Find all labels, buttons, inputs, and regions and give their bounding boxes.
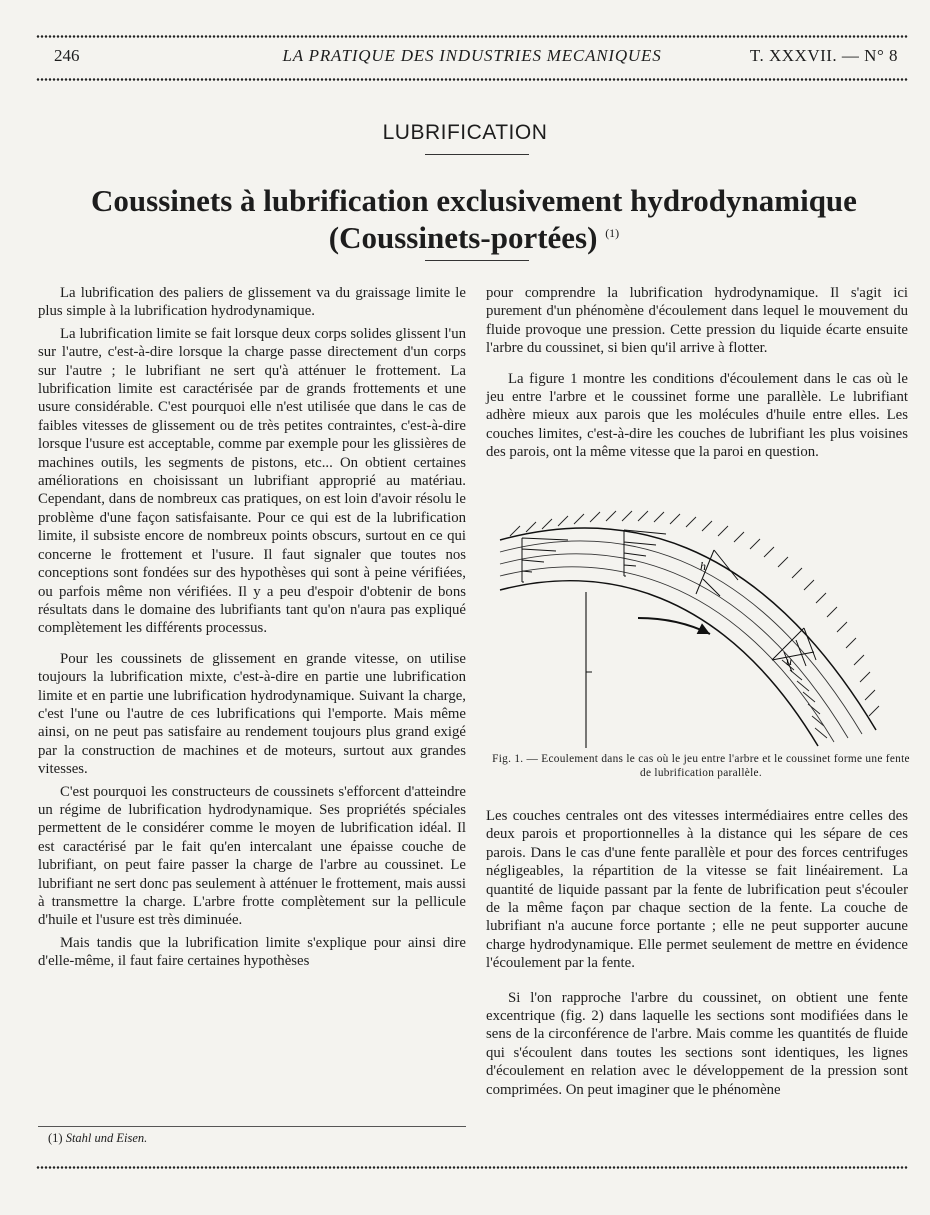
article-title <box>0 182 930 256</box>
paragraph: La lubrification des paliers de glissement va du graissage limite le plus simple à la lubrification hydrodynamique. <box>38 285 466 320</box>
figure-caption: Fig. 1. — Ecoulement dans le cas où le jeu entre l'arbre et le coussinet forme une fente de lubrification parallèle. <box>492 753 910 779</box>
flow-line <box>500 567 834 742</box>
shaft-hatching <box>782 660 827 738</box>
title-underline <box>425 260 529 261</box>
right-column-bottom <box>486 807 908 1099</box>
footnote-marker: (1) <box>48 1131 63 1145</box>
title-line-2-text: (Coussinets-portées) <box>328 220 598 255</box>
left-column <box>38 284 466 971</box>
paragraph: La figure 1 montre les conditions d'écoulement dans le cas où le jeu entre l'arbre et le coussinet forme une parallèle. Le lubrifiant adhère mieux aux parois que les molécules d'huile entre elles. Les couches limites, c'est-à-dire les couches de lubrifiant les plus voisines des parois, ont la même vitesse que la paroi en question. <box>486 370 908 461</box>
paragraph: Si l'on rapproche l'arbre du coussinet, on obtient une fente excentrique (fig. 2) dans laquelle les sections sont modifiées dans le sens de la circonférence de l'arbre. Mais comme les quantités de fluide qui s'écoulent dans toutes les sections sont identiques, les lignes d'écoulement en relation avec le développement de la pression sont comprimées. On peut imaginer que le phénomène <box>486 989 908 1098</box>
title-line-1: Coussinets à lubrification exclusivement hydrodynamique <box>91 183 857 218</box>
bottom-dotted-rule <box>36 1165 908 1170</box>
title-note-marker: (1) <box>605 226 620 240</box>
paragraph: C'est pourquoi les constructeurs de coussinets s'efforcent d'atteindre un régime de lubrification hydrodynamique. Ses propriétés spéciales permettent de le considérer comme le moyen de lubrification idéal. Il est caractérisé par le fait qu'en intercalant une épaisse couche de lubrifiant, on peut faire passer la charge de l'arbre au coussinet. Le lubrifiant ne sert donc pas seulement à atténuer le frottement, mais aussi à transmettre la charge. L'arbre frotte complètement sur la pellicule d'huile et l'usure est très diminuée. <box>38 783 466 929</box>
title-line-2 <box>0 219 930 256</box>
section-underline <box>425 154 529 155</box>
rotation-arrow <box>638 618 710 634</box>
volume-number: T. XXXVII. — N° 8 <box>749 46 898 65</box>
header-dotted-rule <box>36 77 908 82</box>
paragraph: Les couches centrales ont des vitesses intermédiaires entre celles des deux parois et proportionnelles à la distance qui les sépare de ces parois. Dans le cas d'une fente parallèle et pour des forces centrifuges négligeables, la répartition de la vitesse se fait linéairement. La quantité de liquide passant par la fente de lubrification peut s'écouler de la même façon par chaque section de la fente. La couche de lubrifiant n'a aucune force portante ; elle ne peut supporter aucune charge hydrodynamique. Elle permet seulement de mettre en évidence l'écoulement par la fente. <box>486 808 908 972</box>
right-column-top <box>486 284 908 462</box>
paragraph: pour comprendre la lubrification hydrodynamique. Il s'agit ici purement d'un phénomène d'écoulement dans lequel le mouvement du fluide provoque une pression. Cette pression du liquide écarte ensuite l'arbre du coussinet, si bien qu'il arrive à flotter. <box>486 285 908 357</box>
paragraph: Mais tandis que la lubrification limite s'explique pour ainsi dire d'elle-même, il faut faire certaines hypothèses <box>38 934 466 970</box>
footnote-rule <box>38 1126 466 1127</box>
figure-1-diagram <box>496 510 908 748</box>
journal-title: LA PRATIQUE DES INDUSTRIES MECANIQUES <box>282 46 662 65</box>
running-head <box>36 46 908 68</box>
shaft-wall <box>500 581 818 746</box>
paragraph: Pour les coussinets de glissement en grande vitesse, on utilise toujours la lubrification mixte, c'est-à-dire en partie une lubrification limite et en partie une lubrification hydrodynamique. Suivant la charge, c'est l'une ou l'autre de ces lubrifications qui l'emporte. Mais même ainsi, on ne peut pas satisfaire au rendement toujours plus grand exigé par la construction de machines et de moteurs, surtout aux grandes vitesses. <box>38 650 466 778</box>
label-u: u <box>786 654 792 668</box>
page-number: 246 <box>54 46 80 65</box>
paragraph: La lubrification limite se fait lorsque deux corps solides glissent l'un sur l'autre, c'est-à-dire lorsque la charge passe directement d'un corps sur l'autre ; le lubrifiant ne sert qu'à atténuer le frottement. La lubrification limite est caractérisée par de grands frottements et une usure considérable. C'est pourquoi elle n'est utilisée que dans le cas de faibles vitesses de glissement ou de très petites contraintes, c'est-à-dire lorsque l'usure est acceptable, comme par exemple pour les glissières de machines outils, les segments de pistons, etc... On obtient certaines améliorations en choisissant un lubrifiant approprié au matériau. Cependant, dans de nombreux cas pratiques, on est loin d'avoir résolu le problème d'une façon satisfaisante. Pour ce qui est de la lubrification limite, il subsiste encore de nombreux points obscurs, surtout en ce qui concerne le frottement et l'usure. Il faut signaler que toutes nos conceptions sont fondées sur des hypothèses qui sont à peine vérifiées, ou parfois même non vérifiées. Il y a peu d'espoir d'obtenir de bons résultats dans le domaine des lubrifiants tant qu'on n'aura pas expliqué complètement les différents processus. <box>38 325 466 637</box>
label-h: h <box>700 559 706 573</box>
section-heading: LUBRIFICATION <box>382 121 548 144</box>
footnote <box>48 1131 147 1146</box>
top-dotted-rule <box>36 34 908 39</box>
bearing-wall <box>500 528 876 730</box>
vertical-reference-line <box>586 592 592 748</box>
footnote-source: Stahl und Eisen. <box>65 1131 148 1145</box>
